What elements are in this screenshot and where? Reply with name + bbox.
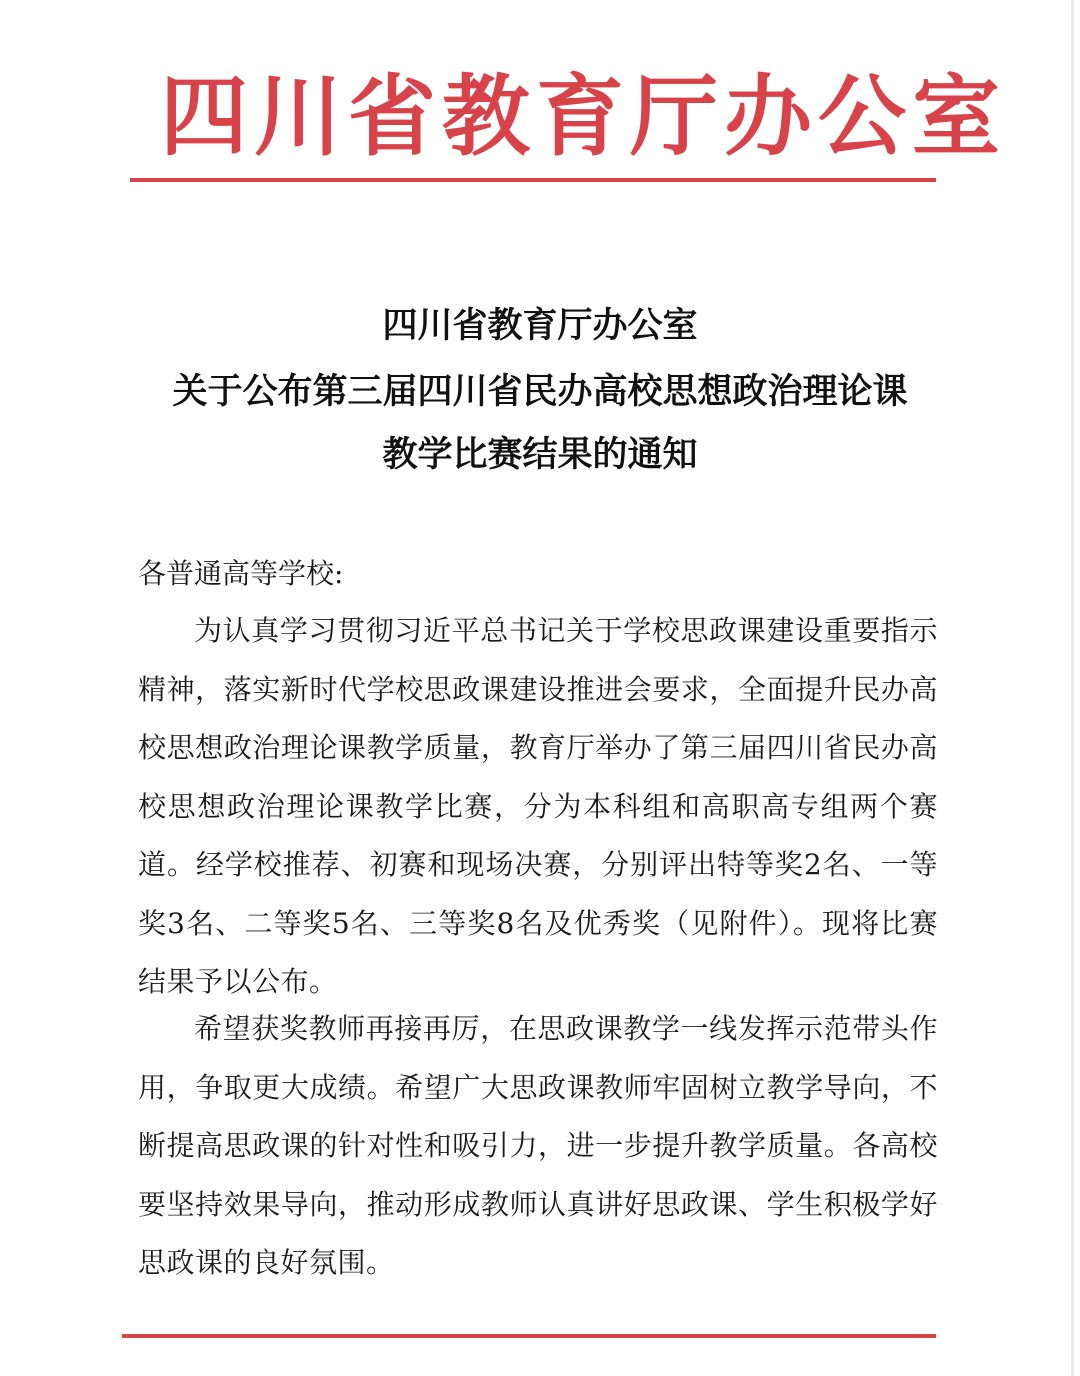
notice-title-line-2: 关于公布第三届四川省民办高校思想政治理论课: [172, 372, 908, 412]
page-edge-shadow: [1071, 0, 1074, 1376]
salutation: 各普通高等学校:: [138, 557, 344, 590]
notice-title-line-1: 四川省教育厅办公室: [382, 306, 698, 346]
letterhead-org-name: 四川省教育厅办公室: [160, 65, 1007, 168]
letterhead-red-rule: [130, 178, 936, 182]
body-paragraph-1: 为认真学习贯彻习近平总书记关于学校思政课建设重要指示精神，落实新时代学校思政课建设推进会要求，全面提升民办高校思想政治理论课教学质量，教育厅举办了第三届四川省民办高校思想政治理论课教学比赛，分为本科组和高职高专组两个赛道。经学校推荐、初赛和现场决赛，分别评出特等奖2名、一等奖3名、二等奖5名、三等奖8名及优秀奖（见附件）。现将比赛结果予以公布。: [138, 614, 938, 998]
body-paragraph-2: 希望获奖教师再接再厉，在思政课教学一线发挥示范带头作用，争取更大成绩。希望广大思政课教师牢固树立教学导向，不断提高思政课的针对性和吸引力，进一步提升教学质量。各高校要坚持效果导向，推动形成教师认真讲好思政课、学生积极学好思政课的良好氛围。: [138, 1012, 938, 1279]
notice-title-line-3: 教学比赛结果的通知: [382, 435, 698, 475]
footer-red-rule: [122, 1334, 936, 1338]
